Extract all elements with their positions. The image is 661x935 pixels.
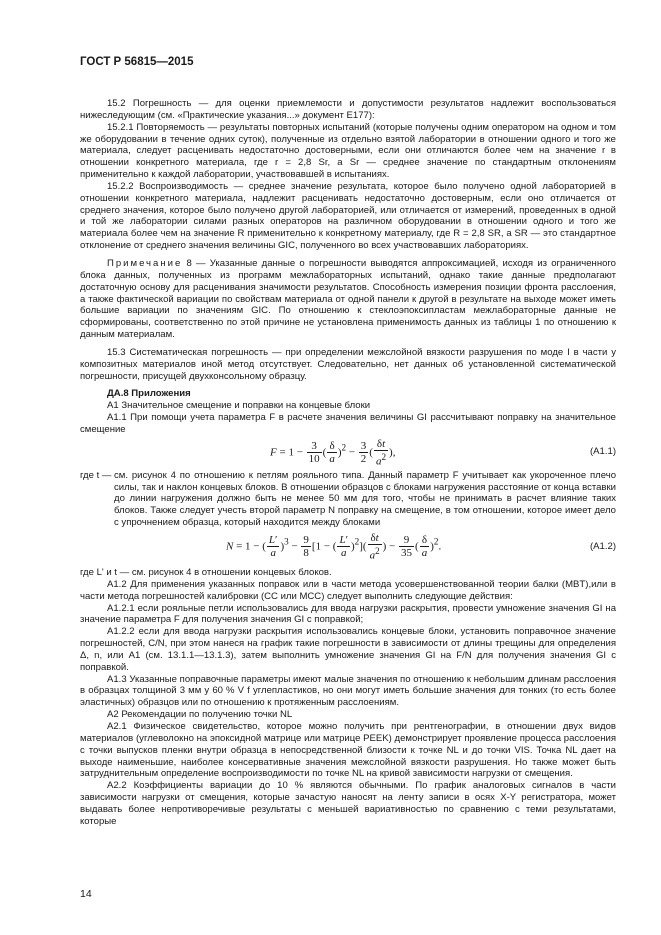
formula-a1-2-expression: N = 1 − ( $\frac{L'}{a}$ )$^3$ − $\frac{9}{8}$ [1 − ( $\frac{L'}{a}$ )$^2$]( $\frac{\delta t}{a^2}$ ) − $\frac{9}{35}$ ( $\frac{\delta}{a}$ )$^2$. bbox=[226, 532, 442, 562]
formula-a1-2-number: (А1.2) bbox=[590, 541, 616, 552]
para-a1-2-1: А1.2.1 если рояльные петли использовались для ввода нагрузки раскрытия, провести умножение значения GI на значение параметра F для получения значения GI с поправкой; bbox=[80, 602, 616, 626]
para-a2-1: А2.1 Физическое свидетельство, которое можно получить при рентгенографии, в отношении двух видов материалов (углеволокно на эпоксидной матрице или матрице PEEK) демонстрирует проявление процесса расслоения с точки выпусков пленки внутри образца в непосредственной близости к точке NL и до точки VIS. Точка NL дает на выходе наименьшие, наиболее консервативные значения межслойной вязкости разрушения. Но также может быть затруднительным определение воспроизводимости по точке NL на кривой зависимости нагрузки от смещения. bbox=[80, 720, 616, 780]
page-number: 14 bbox=[80, 888, 92, 900]
note-8-text: 8 — Указанные данные о погрешности выводятся аппроксимацией, исходя из ограниченного блока данных, полученных из программ межлабораторных испытаний, однако такие данные предполагают достаточную основу для расценивания значимости результатов. Способность измерения позиции фронта расслоения, а также фактической вариации по свойствам материала от одной панели к другой в результате на выходе может иметь большие вариации по значениям GIC. По отношению к стеклоэпоксипластам межлабораторные данные не сформированы, соответственно по этой причине не установлена применимость данных из таблицы 1 по отношению к данным материалам. bbox=[80, 257, 616, 341]
where-t-label: где t — bbox=[80, 469, 112, 481]
formula-a1-1-number: (А1.1) bbox=[590, 445, 616, 457]
para-a1-3: А1.3 Указанные поправочные параметры имеют малые значения по отношению к небольшим длинам расслоения в образцах толщиной 3 мм у 60 % V f углепластиков, но они могут иметь большие значения для тонких (то есть более эластичных) образцов или по отношению к протяженным расслоениям. bbox=[80, 673, 616, 709]
page-body bbox=[80, 98, 616, 828]
para-a1: А1 Значительное смещение и поправки на концевые блоки bbox=[107, 400, 371, 412]
where-t-text: см. рисунок 4 по отношению к петлям рояльного типа. Данный параметр F учитывает как укороченное плечо силы, так и наклон концевых блоков. В отношении образцов с блоками нагружения расстояние от конца вставки до линии нагружения должно быть не менее 50 мм для того, чтобы не принимать в расчет влияние таких блоков. Также следует учесть второй параметр N поправку на смещение, в том отношении, которое имеет дело с упрочнением образца, который находится между блоками bbox=[114, 469, 616, 529]
para-a1-2: А1.2 Для применения указанных поправок или в части метода усовершенствованной теории балки (MBT),или в части метода погрешностей калибровки (CC или MCC) следует выполнить следующие действия: bbox=[80, 578, 616, 602]
formula-a1-1-expression: F = 1 − $\frac{3}{10}$ ( $\frac{\delta}{a}$ )$^2$ − $\frac{3}{2}$ ( $\frac{\delta t}{a^2}$ ), bbox=[270, 437, 396, 468]
formula-a1-2 bbox=[80, 529, 616, 567]
para-a2: А2 Рекомендации по получению точки NL bbox=[107, 709, 293, 721]
para-15-2-1: 15.2.1 Повторяемость — результаты повторных испытаний (которые получены одним оператором на одном и том же оборудовании в течение одних суток), полученные из отдельно взятой лаборатории в отношении одного и того же материала, следует расценивать недостаточно достоверными, если они отличаются более чем на значение r в отношении конкретного материала, где r = 2,8 Sr, а Sr — среднее значение по стандартным отклонениям применительно к каждой лаборатории, участвовавшей в испытаниях. bbox=[80, 121, 616, 181]
formula-a1-1 bbox=[80, 436, 616, 470]
para-15-2: 15.2 Погрешность — для оценки приемлемости и допустимости результатов надлежит воспользоваться нижеследующим (см. «Практические указания...» документ Е177): bbox=[80, 98, 616, 121]
where-l: где L' и t — см. рисунок 4 в отношении концевых блоков. bbox=[80, 567, 332, 578]
para-15-2-2: 15.2.2 Воспроизводимость — среднее значение результата, которое было получено одной лабораторией в отношении конкретного материала, надлежит расценивать недостаточно достоверным, если оно отличается от среднего значения, которое было получено другой лабораторией, или отличается от измерений, проведенных в одной и той же лаборатории силами разных операторов на различном оборудовании в отношении одного и того же материала более чем на значение R применительно к конкретному материалу, где R = 2,8 SR, а SR — это стандартное отклонение от среднего значения величины GIC, полученного во всех участвовавших лабораториях. bbox=[80, 180, 616, 252]
para-a2-2: А2.2 Коэффициенты вариации до 10 % являются обычными. По график аналоговых сигналов в части зависимости нагрузки от смещения, которые зачастую наносят на ленту записи в осях X-Y регистратора, может выдавать более непротиворечивые результаты с меньшей вариативностью по сравнению с теми результатами, которые bbox=[80, 780, 616, 827]
note-8 bbox=[80, 258, 616, 341]
para-a1-2-2: А1.2.2 если для ввода нагрузки раскрытия использовались концевые блоки, установить поправочное значение погрешностей, C/N, при этом нанеся на график такие погрешности в зависимости от длины трещины для определения Δ, n, или A1 (см. 13.1.1—13.1.3), затем выполнить умножение значения GI на F/N для получения значения GI с поправкой. bbox=[80, 626, 616, 673]
para-a1-1: А1.1 При помощи учета параметра F в расчете значения величины GI рассчитывают поправку на значительное смещение bbox=[80, 412, 616, 435]
note-label: Примечание bbox=[107, 257, 183, 269]
para-15-3: 15.3 Систематическая погрешность — при определении межслойной вязкости разрушения по моде I в части у композитных материалов иной метод отсутствует. Следовательно, нет данных об установленной систематической погрешности, присущей двухконсольному образцу. bbox=[80, 346, 616, 382]
where-t bbox=[80, 470, 616, 529]
document-header: ГОСТ Р 56815—2015 bbox=[80, 56, 194, 68]
section-heading-da8: ДА.8 Приложения bbox=[107, 388, 191, 400]
